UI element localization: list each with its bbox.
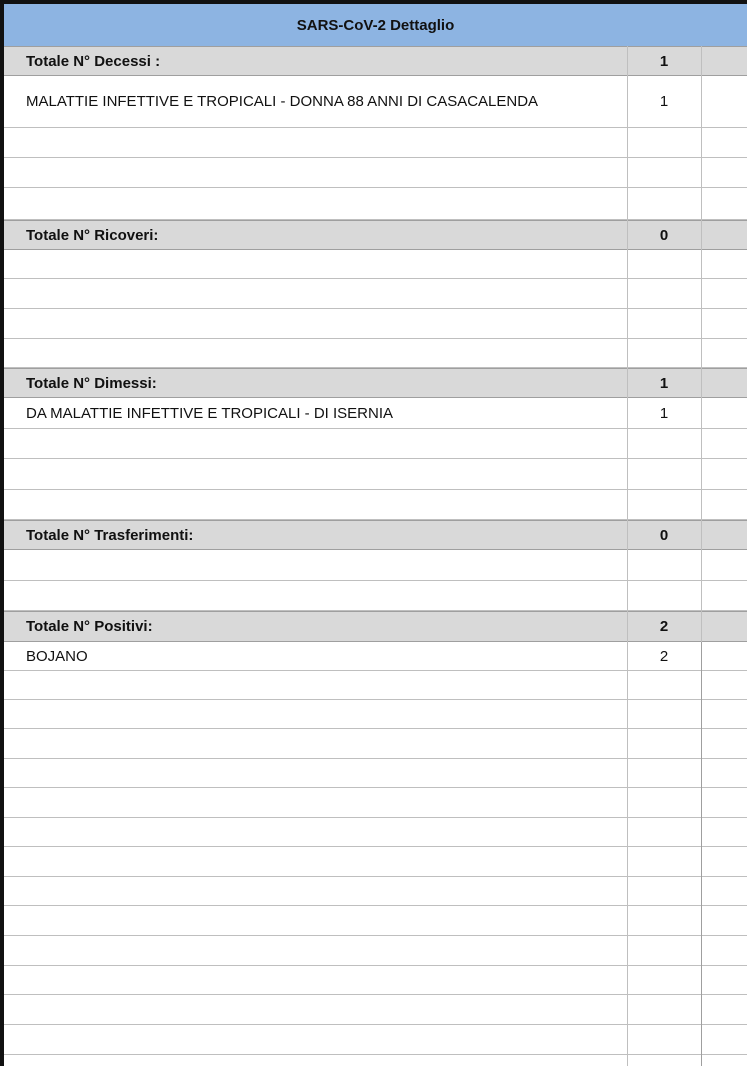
table-row [4, 1025, 747, 1055]
table-row [4, 906, 747, 936]
sheet-border-top [0, 0, 747, 4]
section-total: 0 [659, 526, 669, 544]
section-header-dimessi [4, 368, 747, 398]
table-row [4, 250, 747, 279]
table-row [4, 309, 747, 339]
table-row [4, 429, 747, 459]
section-total: 0 [659, 226, 669, 244]
table-row [4, 279, 747, 309]
section-label: Totale N° Positivi: [26, 618, 153, 635]
table-row [4, 671, 747, 700]
table-row [4, 581, 747, 611]
table-row [4, 729, 747, 759]
section-header-ricoveri [4, 220, 747, 250]
row-label: BOJANO [26, 647, 88, 665]
section-total: 1 [659, 374, 669, 392]
table-row [4, 788, 747, 818]
section-label: Totale N° Decessi : [26, 52, 161, 70]
table-row [4, 818, 747, 847]
table-row [4, 459, 747, 490]
section-label: Totale N° Trasferimenti: [26, 526, 194, 544]
table-row [4, 128, 747, 158]
column-divider [627, 46, 628, 1066]
table-row [4, 936, 747, 966]
table-row [4, 700, 747, 729]
table-row [4, 490, 747, 520]
table-row [4, 188, 747, 220]
table-row [4, 847, 747, 877]
table-row [4, 759, 747, 788]
table-row [4, 158, 747, 188]
table-title: SARS-CoV-2 Dettaglio [4, 4, 747, 47]
table-row [4, 995, 747, 1025]
row-label: MALATTIE INFETTIVE E TROPICALI - DONNA 88 ANNI DI CASACALENDA [26, 93, 539, 110]
table-row [4, 76, 747, 128]
sheet-border-left [0, 0, 4, 1066]
table-row [4, 398, 747, 429]
column-divider [701, 642, 702, 1066]
row-value: 2 [659, 647, 669, 665]
row-value: 1 [659, 404, 669, 422]
table-row [4, 642, 747, 671]
row-value: 1 [659, 93, 669, 110]
section-header-decessi [4, 46, 747, 76]
section-total: 1 [659, 52, 669, 70]
row-label: DA MALATTIE INFETTIVE E TROPICALI - DI ISERNIA [26, 404, 394, 422]
table-row [4, 877, 747, 906]
table-row [4, 339, 747, 368]
table-row [4, 550, 747, 581]
section-label: Totale N° Dimessi: [26, 374, 157, 392]
section-label: Totale N° Ricoveri: [26, 226, 159, 244]
table-row [4, 966, 747, 995]
section-total: 2 [659, 618, 669, 635]
section-header-positivi [4, 611, 747, 642]
column-divider [701, 46, 702, 642]
section-header-trasferimenti [4, 520, 747, 550]
